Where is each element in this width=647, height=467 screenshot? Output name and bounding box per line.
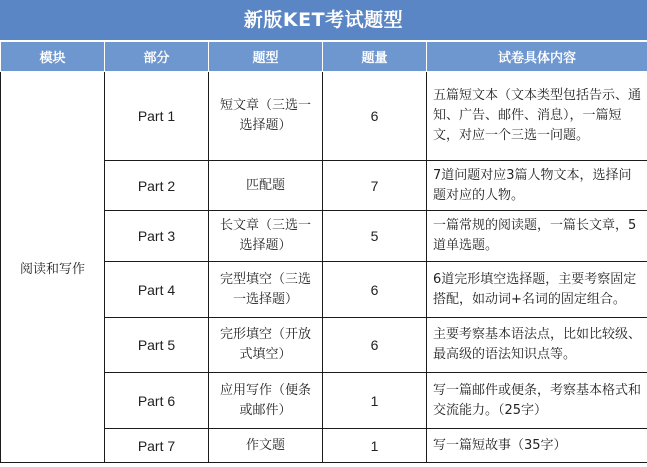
type-cell: 长文章（三选一选择题） xyxy=(209,211,323,262)
count-cell: 6 xyxy=(323,318,427,373)
content-cell: 一篇常规的阅读题，一篇长文章，5道单选题。 xyxy=(427,211,647,262)
part-cell: Part 6 xyxy=(105,373,209,429)
header-content: 试卷具体内容 xyxy=(427,42,647,72)
part-cell: Part 2 xyxy=(105,161,209,211)
part-cell: Part 4 xyxy=(105,262,209,318)
content-cell: 6道完形填空选择题，主要考察固定搭配，如动词+名词的固定组合。 xyxy=(427,262,647,318)
count-cell: 7 xyxy=(323,161,427,211)
exam-format-table xyxy=(0,41,647,463)
table-title: 新版KET考试题型 xyxy=(0,0,647,41)
module-cell: 阅读和写作 xyxy=(1,72,105,463)
part-cell: Part 3 xyxy=(105,211,209,262)
count-cell: 6 xyxy=(323,262,427,318)
table-row xyxy=(1,72,647,161)
part-cell: Part 1 xyxy=(105,72,209,161)
content-cell: 写一篇邮件或便条，考察基本格式和交流能力。（25字） xyxy=(427,373,647,429)
count-cell: 6 xyxy=(323,72,427,161)
header-part: 部分 xyxy=(105,42,209,72)
header-type: 题型 xyxy=(209,42,323,72)
type-cell: 应用写作（便条或邮件） xyxy=(209,373,323,429)
part-cell: Part 7 xyxy=(105,429,209,463)
count-cell: 5 xyxy=(323,211,427,262)
header-count: 题量 xyxy=(323,42,427,72)
count-cell: 1 xyxy=(323,429,427,463)
header-row xyxy=(1,42,647,72)
type-cell: 短文章（三选一选择题） xyxy=(209,72,323,161)
count-cell: 1 xyxy=(323,373,427,429)
header-module: 模块 xyxy=(1,42,105,72)
part-cell: Part 5 xyxy=(105,318,209,373)
content-cell: 主要考察基本语法点，比如比较级、最高级的语法知识点等。 xyxy=(427,318,647,373)
content-cell: 7道问题对应3篇人物文本，选择问题对应的人物。 xyxy=(427,161,647,211)
type-cell: 完形填空（开放式填空） xyxy=(209,318,323,373)
type-cell: 作文题 xyxy=(209,429,323,463)
content-cell: 五篇短文本（文本类型包括告示、通知、广告、邮件、消息），一篇短文，对应一个三选一问题。 xyxy=(427,72,647,161)
content-cell: 写一篇短故事（35字） xyxy=(427,429,647,463)
type-cell: 匹配题 xyxy=(209,161,323,211)
type-cell: 完型填空（三选一选择题） xyxy=(209,262,323,318)
